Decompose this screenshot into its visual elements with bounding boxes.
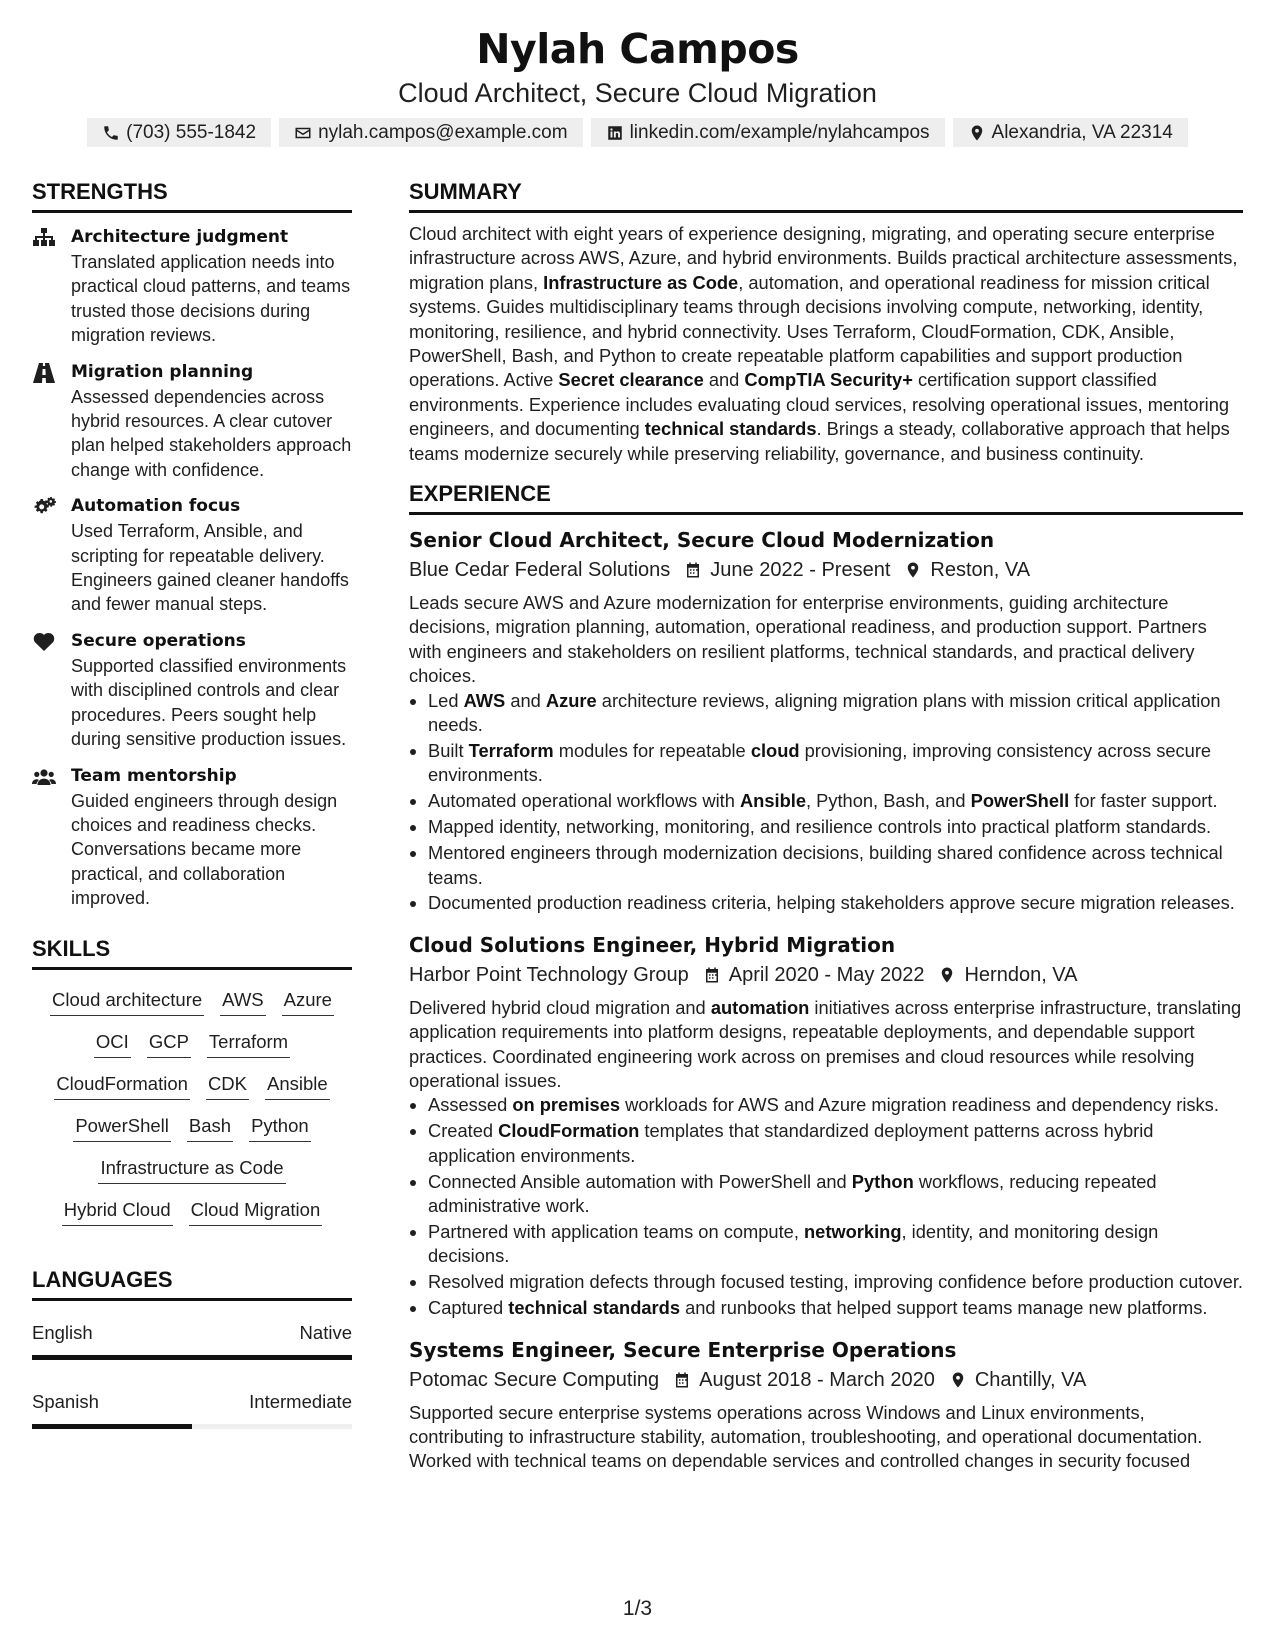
text-run: workflows, reducing repeated administrative work. xyxy=(428,1170,1157,1217)
bold-keyword: technical standards xyxy=(644,418,817,440)
strength-title: Architecture judgment xyxy=(71,227,289,247)
job-dates-text: August 2018 - March 2020 xyxy=(699,1368,935,1391)
language-proficiency-fill xyxy=(32,1424,192,1429)
map-pin-icon xyxy=(949,1371,967,1389)
language-row xyxy=(32,1321,352,1345)
bold-keyword: Ansible xyxy=(739,790,806,812)
bold-keyword: AWS xyxy=(463,689,506,711)
bold-keyword: Infrastructure as Code xyxy=(543,271,739,293)
strength-title: Migration planning xyxy=(71,361,254,382)
summary-heading: SUMMARY xyxy=(409,178,1243,213)
job-dates-text: April 2020 - May 2022 xyxy=(728,963,925,986)
strength-desc: Used Terraform, Ansible, and scripting for repeatable delivery. Engineers gained cleaner handoffs and fewer manual steps. xyxy=(71,521,349,615)
bold-keyword: automation xyxy=(710,996,810,1018)
language-proficiency-fill xyxy=(32,1355,352,1360)
bold-keyword: Azure xyxy=(545,689,597,711)
job-company: Harbor Point Technology Group xyxy=(409,963,689,986)
job-bullet xyxy=(428,815,1243,839)
skill-tag: AWS xyxy=(220,988,265,1016)
job-bullet xyxy=(428,841,1243,890)
skill-tag: Infrastructure as Code xyxy=(98,1156,285,1184)
contact-location xyxy=(953,118,1188,147)
candidate-headline: Cloud Architect, Secure Cloud Migration xyxy=(398,78,877,108)
strength-item xyxy=(32,360,352,483)
job-company: Potomac Secure Computing xyxy=(409,1368,660,1391)
job-dates xyxy=(703,960,925,990)
job-title: Senior Cloud Architect, Secure Cloud Modernization xyxy=(409,528,995,553)
text-run: certification support classified environments. Experience includes evaluating cloud services, resolving operational issues, mentoring engineers, and documenting xyxy=(409,369,1230,440)
job-title: Cloud Solutions Engineer, Hybrid Migration xyxy=(409,932,896,957)
text-run: Leads secure AWS and Azure modernization for enterprise environments, guiding architecture decisions, migration planning, automation, operational readiness, and production support. Partners with engineers and stakeholders on resilient platforms, technical standards, and practical delivery choices. xyxy=(409,592,1207,687)
job-meta xyxy=(409,960,1243,990)
job-bullet xyxy=(428,1170,1243,1219)
text-run: initiatives across enterprise infrastructure, translating application requirements into platform designs, repeatable deployments, and dependable support practices. Coordinated engineering work across on premises and cloud resources while resolving operational issues. xyxy=(409,996,1242,1092)
language-row xyxy=(32,1390,352,1414)
bold-keyword: networking xyxy=(804,1221,902,1242)
strength-title: Secure operations xyxy=(71,630,246,651)
strength-desc: Guided engineers through design choices and readiness checks. Conversations became more practical, and collaboration improved. xyxy=(71,790,338,909)
strength-item xyxy=(32,629,352,752)
text-run: Captured xyxy=(428,1297,509,1319)
bold-keyword: PowerShell xyxy=(970,790,1070,812)
job-bullet xyxy=(428,1220,1243,1269)
strength-item xyxy=(32,225,352,348)
job-bullet xyxy=(428,789,1243,813)
language-level: Intermediate xyxy=(249,1390,352,1412)
strength-title: Automation focus xyxy=(71,496,241,517)
strengths-heading: STRENGTHS xyxy=(32,178,352,213)
job-entry xyxy=(409,1335,1243,1474)
bold-keyword: CompTIA Security+ xyxy=(744,369,913,391)
text-run: Mapped identity, networking, monitoring, and resilience controls into practical platform standards. xyxy=(428,816,1212,838)
skills-list xyxy=(32,988,352,1226)
skill-tag: GCP xyxy=(147,1030,191,1058)
job-description xyxy=(409,996,1243,1094)
job-location xyxy=(938,960,1077,990)
experience-heading: EXPERIENCE xyxy=(409,480,1243,515)
skill-tag: Bash xyxy=(187,1114,233,1142)
calendar-icon xyxy=(673,1371,691,1389)
skill-tag: Cloud architecture xyxy=(50,988,204,1016)
skill-tag: Azure xyxy=(282,988,334,1016)
text-run: , automation, and operational readiness for mission critical systems. Guides multidisciplinary teams through decisions involving compute, networking, identity, monitoring, resilience, and hybrid connectivity. Uses Terraform, CloudFormation, CDK, Ansible, PowerShell, Bash, and Python to create repeatable platform capabilities and support production operations. Active xyxy=(409,271,1210,391)
job-dates xyxy=(673,1365,935,1395)
users-icon xyxy=(32,767,56,787)
languages-heading: LANGUAGES xyxy=(32,1266,352,1301)
candidate-name: Nylah Campos xyxy=(476,25,799,73)
text-run: for faster support. xyxy=(1069,790,1218,812)
job-title: Systems Engineer, Secure Enterprise Operations xyxy=(409,1337,957,1362)
calendar-icon xyxy=(703,966,721,984)
page-number: 1/3 xyxy=(622,1597,653,1620)
text-run: Assessed xyxy=(428,1094,513,1116)
contact-email-text: nylah.campos@example.com xyxy=(318,121,568,143)
text-run: and runbooks that helped support teams manage new platforms. xyxy=(680,1297,1208,1319)
job-description xyxy=(409,591,1243,689)
job-location-text: Herndon, VA xyxy=(964,963,1078,986)
job-location-text: Reston, VA xyxy=(930,559,1031,582)
skill-tag: Terraform xyxy=(207,1030,290,1058)
job-company: Blue Cedar Federal Solutions xyxy=(409,559,671,582)
text-run: Documented production readiness criteria, helping stakeholders approve secure migration releases. xyxy=(428,892,1235,914)
language-level: Native xyxy=(299,1321,352,1343)
job-bullets xyxy=(409,1093,1243,1320)
skill-tag: CDK xyxy=(206,1072,249,1100)
text-run: Mentored engineers through modernization decisions, building shared confidence across technical teams. xyxy=(428,842,1223,888)
strength-desc: Assessed dependencies across hybrid resources. A clear cutover plan helped stakeholders approach change with confidence. xyxy=(71,386,352,480)
language-proficiency-bar xyxy=(32,1355,352,1360)
job-bullets xyxy=(409,689,1243,916)
map-pin-icon xyxy=(904,561,922,579)
text-run: Delivered hybrid cloud migration and xyxy=(409,996,711,1018)
job-bullet xyxy=(428,1093,1243,1117)
text-run: templates that standardized deployment patterns across hybrid application environments. xyxy=(428,1120,1154,1166)
map-pin-icon xyxy=(968,124,986,142)
job-meta xyxy=(409,1365,1243,1395)
summary-text xyxy=(409,222,1243,466)
bold-keyword: Secret clearance xyxy=(558,369,704,391)
heart-icon xyxy=(32,632,56,652)
linkedin-icon xyxy=(606,124,624,142)
skill-tag: CloudFormation xyxy=(54,1072,190,1100)
language-name: Spanish xyxy=(32,1390,99,1412)
strength-desc: Translated application needs into practical cloud patterns, and teams trusted those decisions during migration reviews. xyxy=(71,252,351,346)
strength-title: Team mentorship xyxy=(71,765,237,786)
job-bullet xyxy=(428,689,1243,738)
job-location-text: Chantilly, VA xyxy=(974,1368,1087,1391)
skill-tag: PowerShell xyxy=(73,1114,171,1142)
sitemap-icon xyxy=(32,228,56,248)
contact-phone[interactable] xyxy=(87,118,271,147)
language-proficiency-bar xyxy=(32,1424,352,1429)
skill-tag: Hybrid Cloud xyxy=(62,1198,173,1226)
job-location xyxy=(949,1365,1087,1395)
job-bullet xyxy=(428,739,1243,788)
contact-phone-text: (703) 555-1842 xyxy=(126,121,257,143)
job-location xyxy=(904,555,1030,585)
right-column xyxy=(409,178,1243,1474)
text-run: , Python, Bash, and xyxy=(805,790,971,812)
contact-linkedin[interactable] xyxy=(591,118,945,147)
text-run: Resolved migration defects through focused testing, improving confidence before production cutover. xyxy=(428,1271,1244,1293)
strength-item xyxy=(32,764,352,911)
bold-keyword: Terraform xyxy=(468,740,554,761)
job-dates-text: June 2022 - Present xyxy=(710,559,891,582)
job-bullet xyxy=(428,1119,1243,1168)
contact-bar xyxy=(0,118,1275,147)
text-run: architecture reviews, aligning migration plans with mission critical application needs. xyxy=(428,689,1221,736)
text-run: workloads for AWS and Azure migration readiness and dependency risks. xyxy=(620,1094,1219,1116)
contact-linkedin-text: linkedin.com/example/nylahcampos xyxy=(629,121,930,143)
languages-list xyxy=(32,1321,352,1429)
job-bullet xyxy=(428,1296,1243,1320)
job-description xyxy=(409,1401,1243,1474)
road-icon xyxy=(32,363,56,383)
contact-email[interactable] xyxy=(279,118,583,147)
calendar-icon xyxy=(684,561,702,579)
skill-tag: Cloud Migration xyxy=(189,1198,323,1226)
text-run: Led xyxy=(428,689,464,711)
experience-list xyxy=(409,525,1243,1474)
job-entry xyxy=(409,525,1243,916)
job-entry xyxy=(409,930,1243,1321)
gears-icon xyxy=(32,497,56,517)
job-bullet xyxy=(428,1270,1243,1294)
language-item xyxy=(32,1390,352,1429)
text-run: and xyxy=(703,369,745,391)
skill-tag: Ansible xyxy=(265,1072,330,1100)
text-run: provisioning, improving consistency across secure environments. xyxy=(428,740,1212,786)
text-run: modules for repeatable xyxy=(553,740,751,761)
text-run: Created xyxy=(428,1120,499,1142)
skill-tag: OCI xyxy=(94,1030,131,1058)
text-run: Supported secure enterprise systems operations across Windows and Linux environments, contributing to infrastructure stability, automation, troubleshooting, and operational documentation. Worked with technical teams on dependable services and controlled changes in security focused xyxy=(409,1401,1203,1472)
resume-header xyxy=(0,22,1275,147)
bold-keyword: CloudFormation xyxy=(498,1120,640,1142)
text-run: , identity, and monitoring design decisions. xyxy=(428,1221,1159,1267)
text-run: Built xyxy=(428,740,469,761)
text-run: Cloud architect with eight years of experience designing, migrating, and operating secure enterprise infrastructure across AWS, Azure, and hybrid environments. Builds practical architecture assessments, migration plans, xyxy=(409,223,1238,293)
text-run: Connected Ansible automation with PowerShell and xyxy=(428,1170,852,1192)
text-run: Partnered with application teams on compute, xyxy=(428,1221,804,1242)
job-meta xyxy=(409,555,1243,585)
text-run: Automated operational workflows with xyxy=(428,790,740,812)
map-pin-icon xyxy=(938,966,956,984)
bold-keyword: Python xyxy=(851,1170,914,1192)
job-dates xyxy=(684,555,890,585)
skills-heading: SKILLS xyxy=(32,935,352,970)
strength-item xyxy=(32,494,352,617)
contact-location-text: Alexandria, VA 22314 xyxy=(991,121,1173,143)
left-column xyxy=(32,178,352,1429)
language-item xyxy=(32,1321,352,1360)
bold-keyword: technical standards xyxy=(508,1297,680,1319)
text-run: and xyxy=(505,689,546,711)
language-name: English xyxy=(32,1321,93,1343)
job-bullet xyxy=(428,891,1243,915)
strength-desc: Supported classified environments with disciplined controls and clear procedures. Peers sought help during sensitive production issues. xyxy=(71,655,347,750)
envelope-icon xyxy=(294,124,312,142)
bold-keyword: on premises xyxy=(512,1094,621,1116)
bold-keyword: cloud xyxy=(750,740,800,761)
skill-tag: Python xyxy=(249,1114,311,1142)
phone-icon xyxy=(102,124,120,142)
text-run: . Brings a steady, collaborative approach that helps teams modernize securely while preserving reliability, governance, and business continuity. xyxy=(409,418,1230,464)
